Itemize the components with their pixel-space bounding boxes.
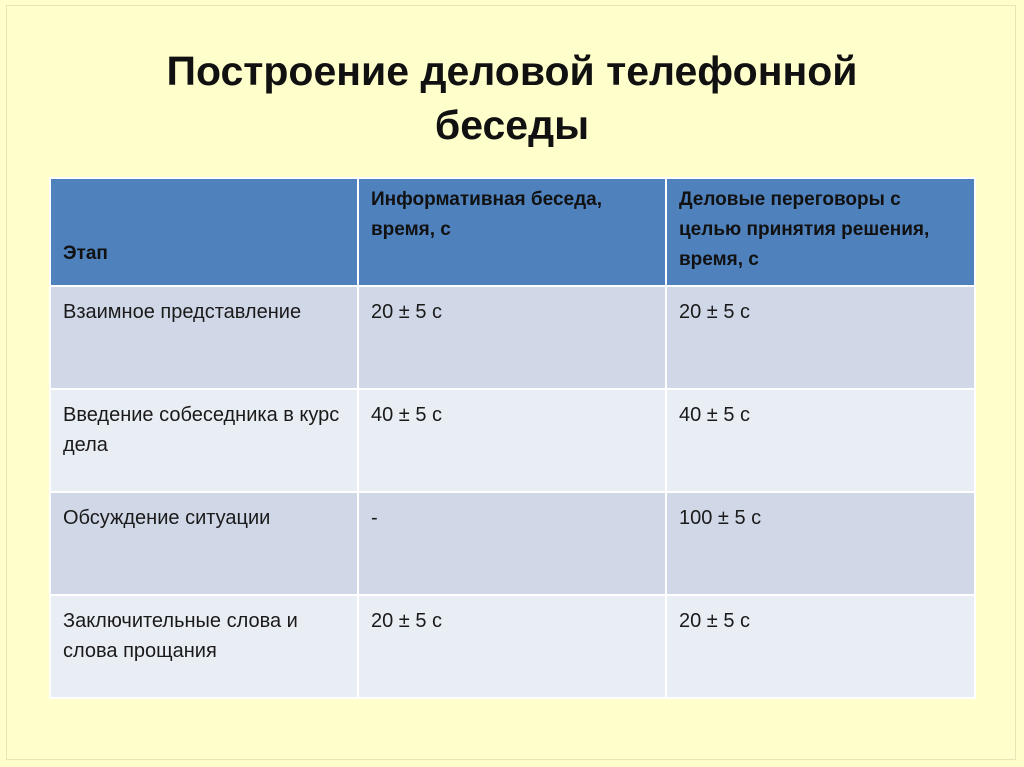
header-negotiation: Деловые переговоры с целью принятия решения, время, с — [666, 178, 975, 286]
table-row — [50, 492, 975, 595]
header-informative: Информативная беседа, время, с — [358, 178, 666, 286]
timing-table — [49, 177, 976, 699]
table-row — [50, 389, 975, 492]
title-line-1: Построение деловой телефонной — [166, 48, 858, 94]
cell-stage: Обсуждение ситуации — [50, 492, 358, 595]
cell-negotiation: 40 ± 5 с — [666, 389, 975, 492]
cell-negotiation: 20 ± 5 с — [666, 595, 975, 698]
cell-stage: Взаимное представление — [50, 286, 358, 389]
table-header-row — [50, 178, 975, 286]
table-row — [50, 286, 975, 389]
cell-negotiation: 20 ± 5 с — [666, 286, 975, 389]
cell-informative: - — [358, 492, 666, 595]
cell-informative: 20 ± 5 с — [358, 286, 666, 389]
cell-negotiation: 100 ± 5 с — [666, 492, 975, 595]
cell-stage: Введение собеседника в курс дела — [50, 389, 358, 492]
table-row — [50, 595, 975, 698]
cell-informative: 20 ± 5 с — [358, 595, 666, 698]
slide-title — [0, 44, 1024, 152]
cell-informative: 40 ± 5 с — [358, 389, 666, 492]
cell-stage: Заключительные слова и слова прощания — [50, 595, 358, 698]
header-stage: Этап — [50, 178, 358, 286]
title-line-2: беседы — [434, 102, 590, 148]
